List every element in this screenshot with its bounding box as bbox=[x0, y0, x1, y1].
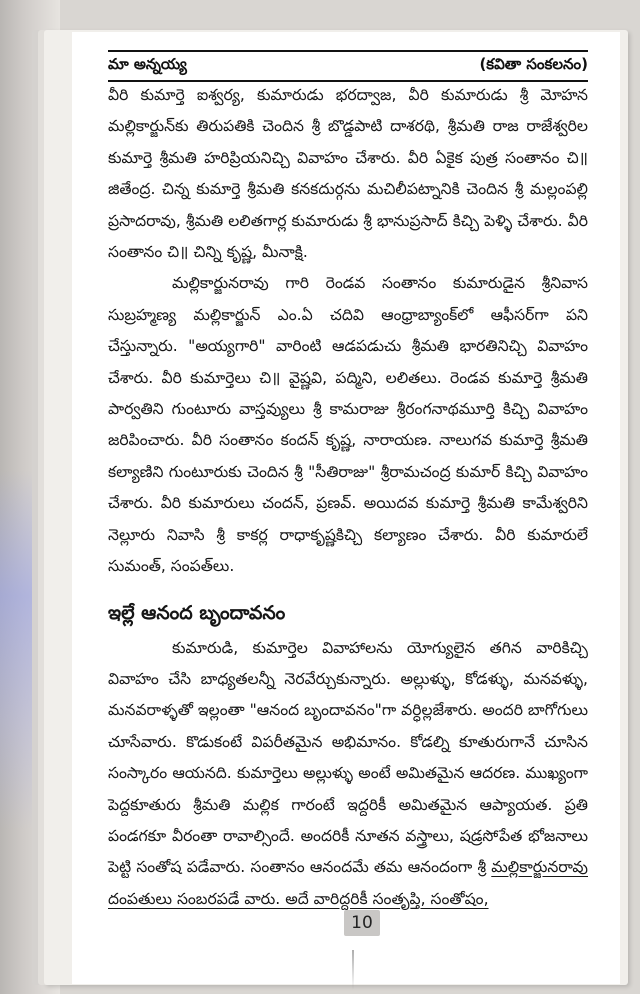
section-heading: ఇల్లే ఆనంద బృందావనం bbox=[108, 601, 286, 624]
section-paragraph-underlined-text: మల్లికార్జునరావు దంపతులు సంబరపడే వారు. అదే వారిద్దరికీ సంతృప్తి, సంతోషం, bbox=[108, 858, 588, 908]
section-paragraph-text: కుమారుడి, కుమార్తెల వివాహాలను యోగ్యులైన తగిన వారికిచ్చి వివాహం చేసి బాధ్యతలన్నీ నెరవేర్చుకున్నారు. అల్లుళ్ళు, కోడళ్ళు, మనవళ్ళు, మనవరాళ్ళతో ఇల్లంతా "ఆనంద బృందావనం"గా వర్ధిల్లజేశారు. అందరి బాగోగులు చూసేవారు. కొడుకంటే విపరీతమైన అభిమానం. కోడల్ని కూతురుగానే చూసిన సంస్కారం ఆయనది. కుమార్తెలు అల్లుళ్ళు అంటే అమితమైన ఆదరణ. ముఖ్యంగా పెద్దకూతురు శ్రీమతి మల్లిక గారంటే ఇద్దరికీ అమితమైన ఆప్యాయత. ప్రతి పండగకూ వీరంతా రావాల్సిందే. అందరికీ నూతన వస్త్రాలు, షడ్రసోపేత భోజనాలు పెట్టి సంతోష పడేవారు. సంతానం ఆనందమే తమ ఆనందంగా శ్రీ bbox=[108, 638, 588, 877]
running-header bbox=[108, 50, 588, 82]
header-book-title: మా అన్నయ్య bbox=[108, 55, 187, 73]
page-number: 10 bbox=[344, 910, 380, 936]
header-collection-label: (కవితా సంకలనం) bbox=[479, 55, 588, 73]
page-body bbox=[108, 80, 588, 915]
page-scratch-mark bbox=[352, 950, 354, 990]
cover-color-smear bbox=[0, 470, 40, 830]
section-paragraph bbox=[108, 633, 588, 916]
book-page bbox=[72, 32, 620, 984]
paragraph-2: మల్లికార్జునరావు గారి రెండవ సంతానం కుమారుడైన శ్రీనివాస సుబ్రహ్మణ్య మల్లికార్జున్ ఎం.ఏ చదివి ఆంధ్రాబ్యాంక్‌లో ఆఫీసర్‌గా పని చేస్తున్నారు. "అయ్యగారి" వారింటి ఆడపడుచు శ్రీమతి భారతినిచ్చి వివాహం చేశారు. వీరి కుమార్తెలు చి॥ వైష్ణవి, పద్మిని, లలితలు. రెండవ కుమార్తె శ్రీమతి పార్వతిని గుంటూరు వాస్తవ్యులు శ్రీ కామరాజు శ్రీరంగనాథమూర్తి కిచ్చి వివాహం జరిపించారు. వీరి సంతానం కందన్ కృష్ణ, నారాయణ. నాలుగవ కుమార్తె శ్రీమతి కల్యాణిని గుంటూరుకు చెందిన శ్రీ "సీతిరాజు" శ్రీరామచంద్ర కుమార్ కిచ్చి వివాహం చేశారు. వీరి కుమారులు చందన్, ప్రణవ్. అయిదవ కుమార్తె శ్రీమతి కామేశ్వరిని నెల్లూరు నివాసి శ్రీ కాకర్ల రాధాకృష్ణకిచ్చి కల్యాణం చేశారు. వీరి కుమారులే సుమంత్, సంపత్‌లు. bbox=[108, 274, 588, 576]
paragraph-1: వీరి కుమార్తె ఐశ్వర్య, కుమారుడు భరద్వాజ, వీరి కుమారుడు శ్రీ మోహన మల్లికార్జున్‌కు తిరుపతికి చెందిన శ్రీ బొడ్డపాటి దాశరథి, శ్రీమతి రాజ రాజేశ్వరిల కుమార్తె శ్రీమతి హరిప్రియనిచ్చి వివాహం చేశారు. వీరి ఏకైక పుత్ర సంతానం చి॥ జితేంద్ర. చిన్న కుమార్తె శ్రీమతి కనకదుర్గను మచిలీపట్నానికి చెందిన శ్రీ మల్లంపల్లి ప్రసాదరావు, శ్రీమతి లలితగార్ల కుమారుడు శ్రీ భానుప్రసాద్ కిచ్చి పెళ్ళి చేశారు. వీరి సంతానం చి॥ చిన్ని కృష్ణ, మీనాక్షి. bbox=[108, 86, 588, 262]
